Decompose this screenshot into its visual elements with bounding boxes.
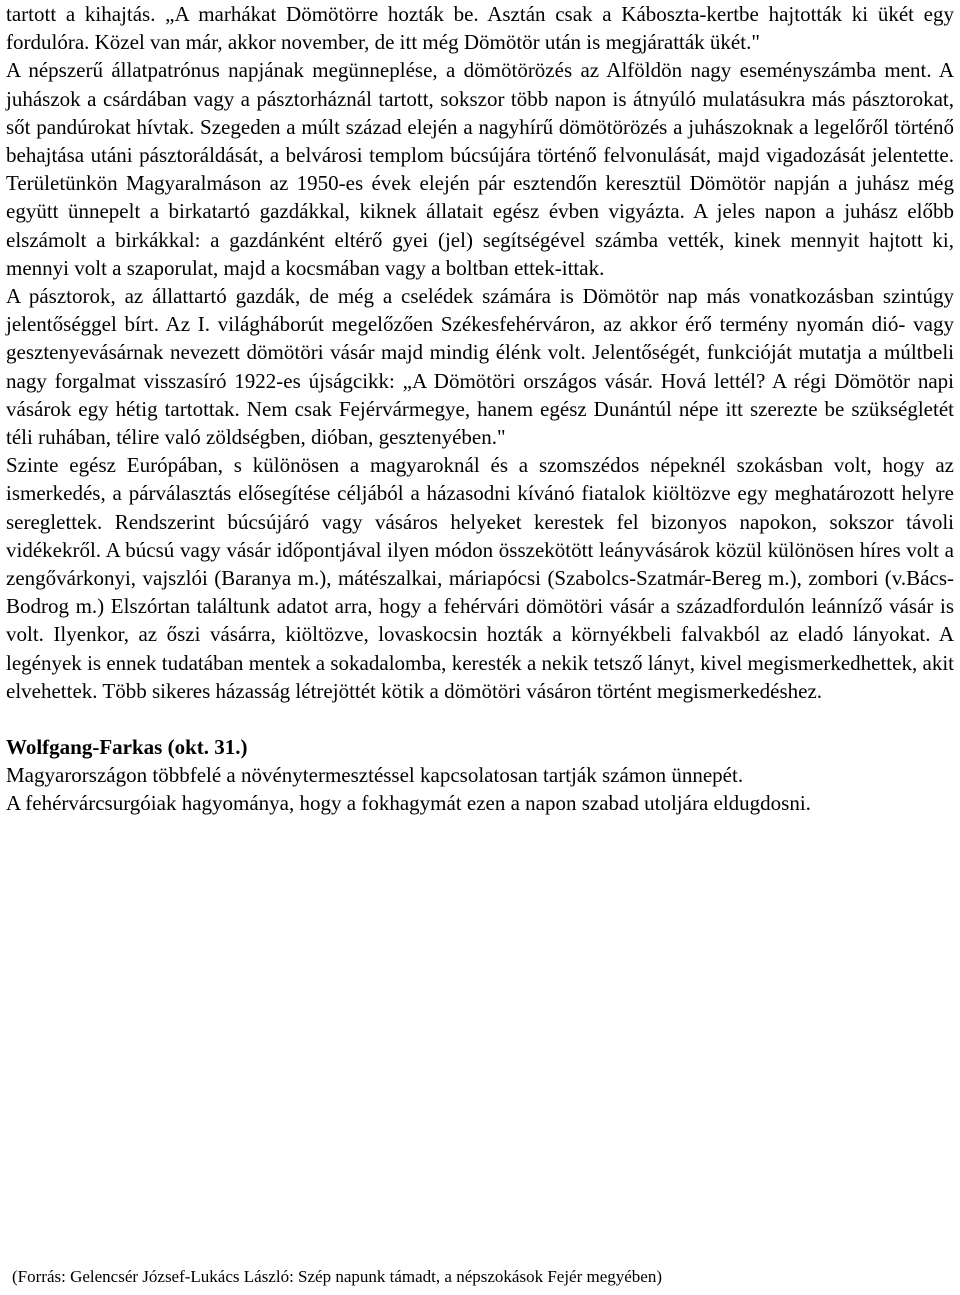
paragraph-dometor-kihajtas: tartott a kihajtás. „A marhákat Dömötörre hozták be. Asztán csak a Kábosztа-kertbe hajtották ki ükét egy fordulóra. Közel van már, akkor november, de itt még Dömötör után is megjáratták ükét." <box>6 2 954 55</box>
section-line: A fehérvárcsurgóiak hagyománya, hogy a fokhagymát ezen a napon szabad utoljára eldugdosni. <box>6 791 811 816</box>
paragraph-dometori-vasar: A pásztorok, az állattartó gazdák, de még a cselédek számára is Dömötör nap más vonatkozásban szintúgy jelentőséggel bírt. Az I. világháborút megelőzően Székesfehérváron, az akkor érő termény nyomán dió- vagy gesztenyevásárnak nevezett dömötöri vásár majd mindig élénk volt. Jelentőségét, funkcióját mutatja a múltbeli nagy forgalmat visszasíró 1922-es újságcikk: „A Dömötöri országos vásár. Hová lettél? A régi Dömötör napi vásárok egy hétig tartottak. Nem csak Fejérvármegye, hanem egész Dunántúl népe itt szerezte be szükségletét téli ruhában, télire való zöldségben, dióban, gesztenyében." <box>6 284 954 450</box>
document-page <box>6 0 954 818</box>
source-citation: (Forrás: Gelencsér József-Lukács László: Szép napunk támadt, a népszokások Fejér megyében) <box>12 1267 663 1286</box>
paragraph-leanyvasar: Szinte egész Európában, s különösen a magyaroknál és a szomszédos népeknél szokásban volt, hogy az ismerkedés, a párválasztás elősegítése céljából a házasodni kívánó fiatalok kiöltözve egy meghatározott helyre sereglettek. Rendszerint búcsújáró vagy vásáros helyeket kerestek fel bizonyos napokon, sokszor távoli vidékekről. A búcsú vagy vásár időpontjával ilyen módon összekötött leányvásárok közül különösen híres volt a zengővárkonyi, vajszlói (Baranya m.), mátészalkai, máriapócsi (Szabolcs-Szatmár-Bereg m.), zombori (v.Bács-Bodrog m.) Elszórtan találtunk adatot arra, hogy a fehérvári dömötöri vásár a századfordulón leánníző vásár is volt. Ilyenkor, az őszi vásárra, kiöltözve, lovaskocsin hozták a környékbeli falvakból az eladó lányokat. A legények is ennek tudatában mentek a sokadalomba, keresték a nekik tetsző lányt, kivel megismerkedhettek, akit elvehettek. Több sikeres házasság létrejöttét kötik a dömötöri vásáron történt megismerkedéshez. <box>6 453 954 703</box>
spacer <box>6 705 954 733</box>
section-line: Magyarországon többfelé a növénytermesztéssel kapcsolatosan tartják számon ünnepét. <box>6 763 744 788</box>
paragraph-dometorozes: A népszerű állatpatrónus napjának megünneplése, a dömötörözés az Alföldön nagy eseményszámba ment. A juhászok a csárdában vagy a pásztorháznál tartott, sokszor több napon is átnyúló mulatásukra más pásztorokat, sőt pandúrokat hívtak. Szegeden a múlt század elején a nagyhírű dömötörözés a juhászoknak a legelőről történő behajtása utáni pásztoráldását, a belvárosi templom búcsújára történő felvonulását, majd vigadozását jelentette. Területünkön Magyaralmáson az 1950-es évek elején pár esztendőn keresztül Dömötör napján a juhász még együtt ünnepelt a birkatartó gazdákkal, kiknek állatait egész évben vigyázta. A jeles napon a juhász előbb elszámolt a birkákkal: a gazdánként eltérő gyei (jel) segítségével számba vették, kinek mennyit hajtott ki, mennyi volt a szaporulat, majd a kocsmában vagy a boltban ettek-ittak. <box>6 58 954 280</box>
section-heading: Wolfgang-Farkas (okt. 31.) <box>6 735 248 760</box>
